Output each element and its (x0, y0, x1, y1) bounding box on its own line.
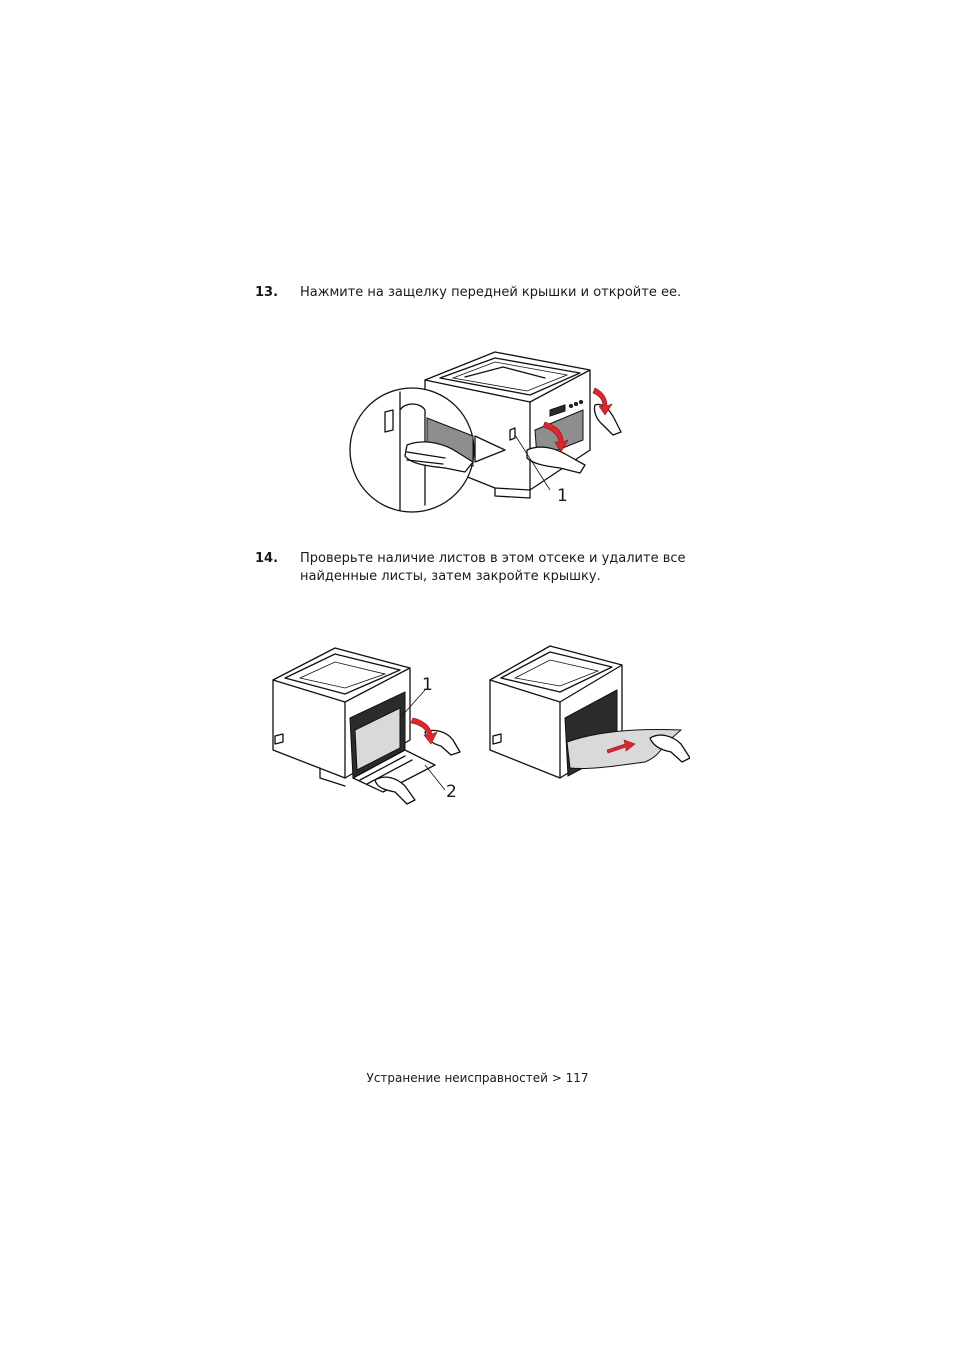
page-footer: Устранение неисправностей > 117 (366, 1071, 589, 1085)
step-number: 13. (255, 285, 279, 300)
printer-open-cover-illustration (265, 640, 465, 815)
step-instruction: Проверьте наличие листов в этом отсеке и удалите все найденные листы, затем закройте крышку. (300, 551, 686, 584)
callout-label-1: 1 (557, 486, 568, 506)
callout-leader-line (425, 765, 445, 790)
remove-jammed-paper-illustration (485, 640, 690, 780)
step-instruction: Нажмите на защелку передней крышки и откройте ее. (300, 285, 682, 300)
printer-front-cover-latch-illustration (345, 340, 635, 525)
step-number: 14. (255, 551, 279, 566)
callout-label-2: 2 (446, 782, 457, 802)
callout-label-1: 1 (422, 675, 433, 695)
printer-drawing (273, 648, 435, 792)
